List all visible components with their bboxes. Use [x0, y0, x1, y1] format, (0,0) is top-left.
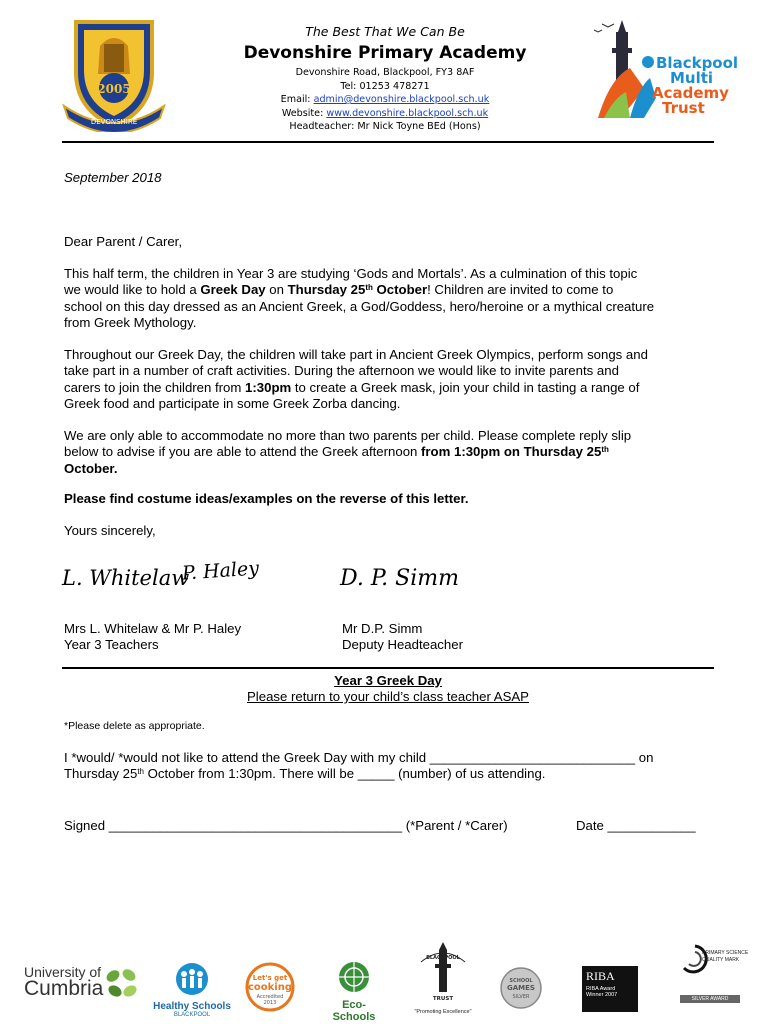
- paragraph-1: This half term, the children in Year 3 are studying ‘Gods and Mortals’. As a culmination of this topic we would like to hold a Greek Day on Thursday 25th October! Children are invited to come to school on this day dressed as an Ancient Greek, a God/Goddess, hero/heroine or a mythical creature from Greek Mythology.: [64, 266, 655, 331]
- school-name: Devonshire Primary Academy: [243, 43, 527, 63]
- signature-simm: D. P. Simm: [340, 566, 460, 591]
- letter-date: September 2018: [64, 170, 162, 185]
- salutation: Dear Parent / Carer,: [64, 234, 183, 249]
- school-crest: [54, 14, 174, 132]
- paragraph-2: Throughout our Greek Day, the children will take part in Ancient Greek Olympics, perform songs and take part in a number of craft activities. During the afternoon we would like to invite parents and carers to join the children from 1:30pm to create a Greek mask, join your child in tasting a range of Greek food and participate in some Greek Zorba dancing.: [64, 347, 648, 412]
- svg-text:BLACKPOOL: BLACKPOOL: [426, 955, 460, 961]
- reply-slip-subtitle: Please return to your child’s class teacher ASAP: [247, 689, 529, 704]
- leaf-icon: [104, 966, 140, 1005]
- costume-note: Please find costume ideas/examples on the reverse of this letter.: [64, 491, 469, 506]
- trust-word-1: Blackpool: [656, 54, 739, 72]
- svg-text:GAMES: GAMES: [507, 984, 535, 992]
- healthy-schools-logo: Healthy Schools BLACKPOOL: [152, 962, 232, 1018]
- delete-note: *Please delete as appropriate.: [64, 720, 205, 732]
- riba-award-logo: RIBA RIBA Award Winner 2007: [582, 966, 638, 1012]
- paragraph-3: We are only able to accommodate no more than two parents per child. Please complete reply slip below to advise if you are able to attend the Greek afternoon from 1:30pm on Thursday 25th October.: [64, 428, 632, 476]
- signature-whitelaw: L. Whitelaw: [62, 566, 190, 590]
- svg-text:SCHOOL: SCHOOL: [509, 978, 533, 984]
- trust-word-4: Trust: [662, 99, 705, 117]
- headteacher-line: Headteacher: Mr Nick Toyne BEd (Hons): [289, 121, 481, 132]
- eco-schools-logo: Eco-Schools: [322, 960, 386, 1023]
- address-line: Devonshire Road, Blackpool, FY3 8AF: [295, 67, 475, 78]
- email-link[interactable]: admin@devonshire.blackpool.sch.uk: [313, 94, 490, 105]
- eco-globe-icon: [337, 960, 371, 994]
- svg-text:TRUST: TRUST: [432, 996, 454, 1002]
- crest-year: 2005: [97, 82, 131, 96]
- svg-text:2013: 2013: [263, 1000, 277, 1006]
- blackpool-trust-logo: BLACKPOOL TRUST "Promoting Excellence": [410, 942, 476, 1015]
- website-link[interactable]: www.devonshire.blackpool.sch.uk: [326, 107, 489, 119]
- cooking-logo: [244, 962, 296, 1017]
- date-field[interactable]: Date ____________: [576, 818, 696, 833]
- crest-banner: DEVONSHIRE: [90, 118, 138, 126]
- trust-logo: [590, 18, 740, 130]
- email-line: Email: admin@devonshire.blackpool.sch.uk: [280, 94, 490, 105]
- reply-slip-divider: [62, 667, 714, 669]
- svg-text:SILVER: SILVER: [512, 994, 530, 1000]
- svg-text:Let's get: Let's get: [252, 974, 288, 982]
- header-divider: [62, 141, 714, 143]
- address-block: [200, 66, 570, 134]
- telephone: Tel: 01253 478271: [340, 80, 430, 92]
- signatory-teachers: Mrs L. Whitelaw & Mr P. Haley Year 3 Teachers: [64, 621, 242, 653]
- website-line: Website: www.devonshire.blackpool.sch.uk: [281, 107, 489, 119]
- trust-word-2: Multi: [670, 69, 714, 87]
- signed-field[interactable]: Signed ________________________________________ (*Parent / *Carer): [64, 818, 508, 833]
- trust-word-3: Academy: [652, 84, 729, 102]
- svg-text:Accredited: Accredited: [256, 994, 284, 1000]
- school-games-logo: [498, 966, 544, 1015]
- reply-slip-title: Year 3 Greek Day: [334, 673, 442, 688]
- cumbria-logo: University of Cumbria: [24, 964, 104, 1000]
- attendance-statement[interactable]: I *would/ *would not like to attend the Greek Day with my child ____________________________ on Thursday 25th October from 1:30pm. There will be _____ (number) of us attending.: [64, 750, 654, 782]
- tagline: The Best That We Can Be: [305, 24, 465, 39]
- signatory-deputy: Mr D.P. Simm Deputy Headteacher: [342, 621, 463, 653]
- healthy-schools-icon: [171, 962, 213, 996]
- tower-icon: [415, 942, 471, 1004]
- primary-science-quality-mark-logo: PRIMARY SCIENCE QUALITY MARK SILVER AWARD: [680, 944, 760, 1003]
- closing: Yours sincerely,: [64, 523, 156, 538]
- svg-text:cooking: cooking: [247, 982, 293, 993]
- signature-haley: P. Haley: [181, 557, 260, 585]
